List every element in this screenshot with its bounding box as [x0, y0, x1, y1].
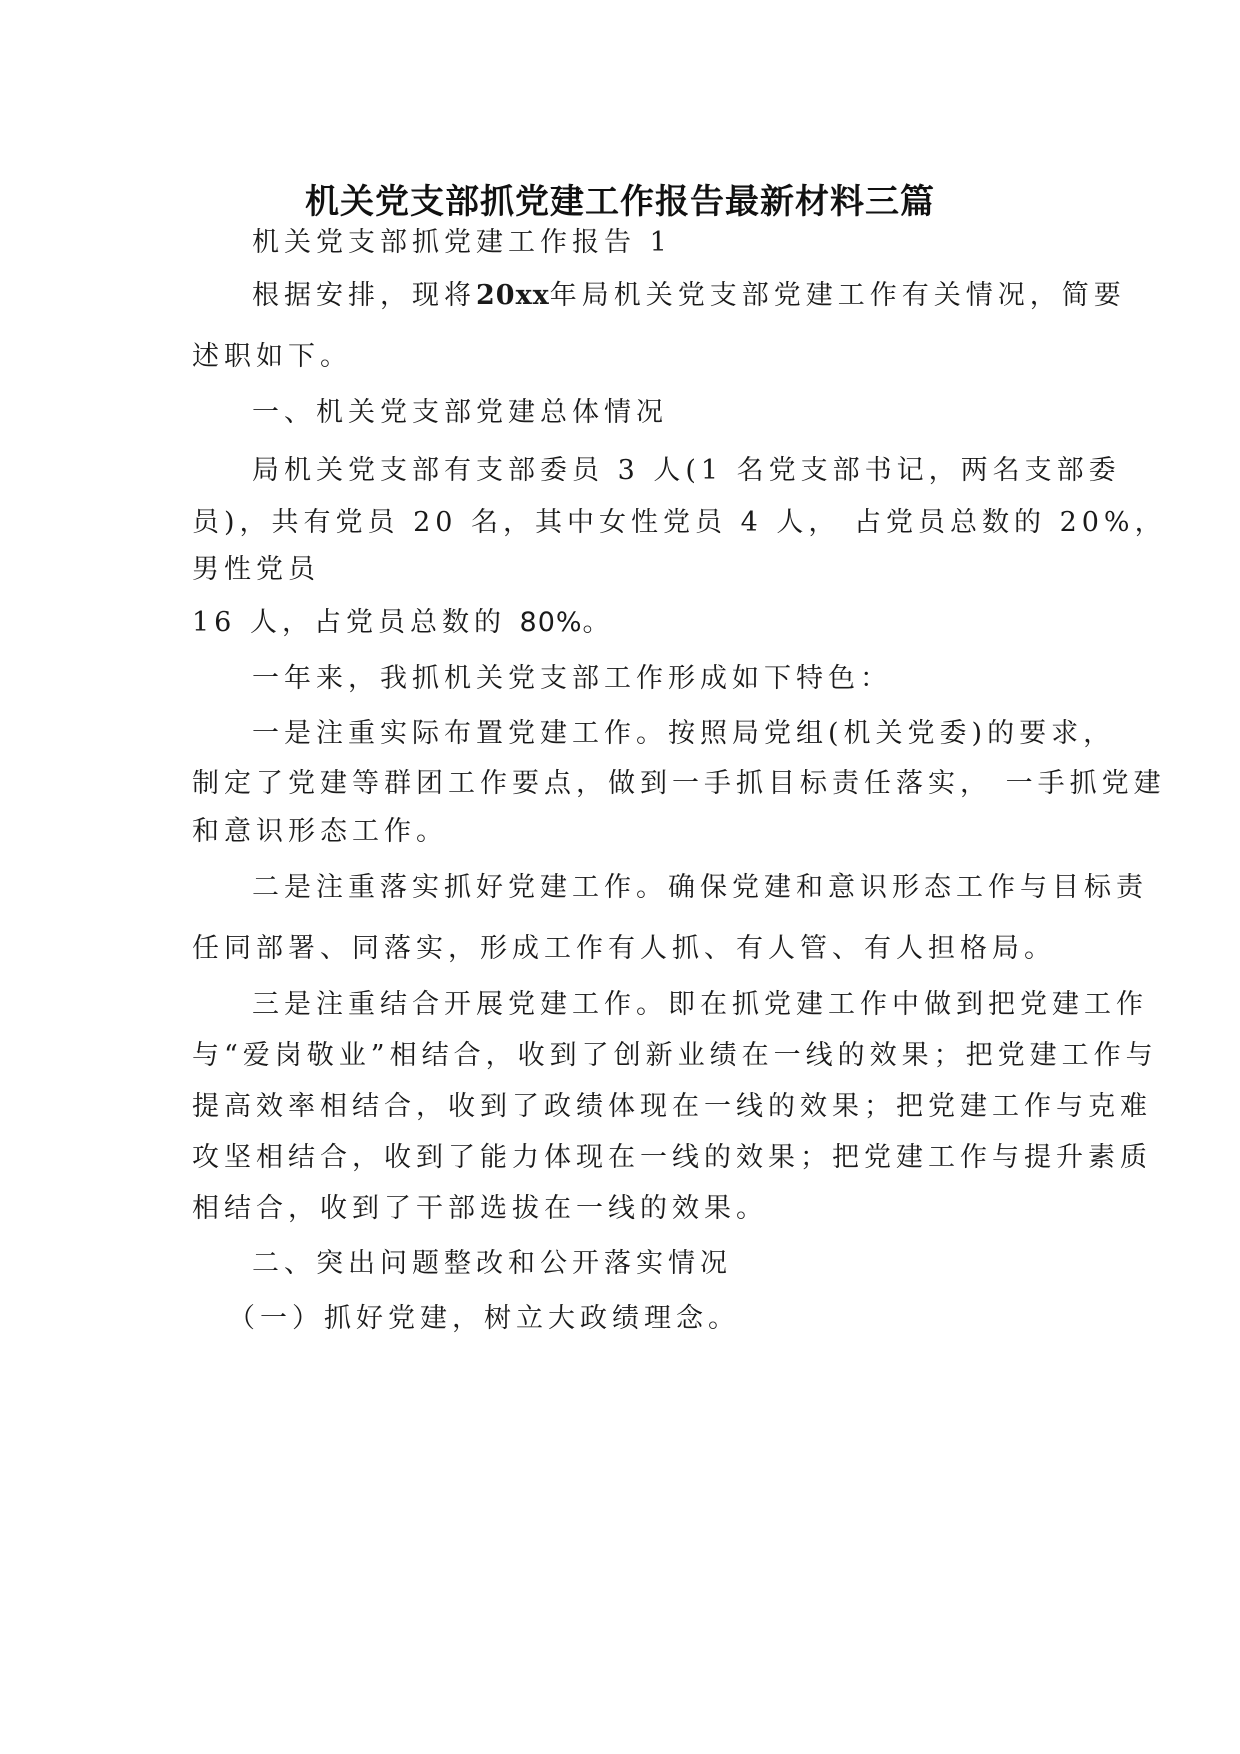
feature-1-line-1: 一是注重实际布置党建工作。按照局党组(机关党委)的要求，: [252, 718, 1116, 749]
section-1-line-2: 员)，共有党员 20 名，其中女性党员 4 人， 占党员总数的 20%，: [192, 507, 1167, 538]
section-1-line-4: [192, 603, 615, 643]
intro-text-before: 根据安排，现将: [252, 280, 476, 311]
report-subheading: 机关党支部抓党建工作报告 1: [252, 227, 672, 258]
section-2-subheading-1: （一）抓好党建，树立大政绩理念。: [228, 1303, 740, 1334]
feature-1-line-2: 制定了党建等群团工作要点，做到一手抓目标责任落实， 一手抓党建: [192, 768, 1166, 799]
features-intro: 一年来，我抓机关党支部工作形成如下特色：: [252, 663, 892, 694]
intro-line-2: 述职如下。: [192, 341, 352, 372]
intro-year: 20xx: [476, 280, 550, 311]
feature-3-line-2: 与“爱岗敬业”相结合，收到了创新业绩在一线的效果；把党建工作与: [192, 1040, 1158, 1071]
feature-2-line-1: 二是注重落实抓好党建工作。确保党建和意识形态工作与目标责: [252, 872, 1148, 903]
feature-3-line-1: 三是注重结合开展党建工作。即在抓党建工作中做到把党建工作: [252, 989, 1148, 1020]
intro-text-after: 年局机关党支部党建工作有关情况，简要: [549, 280, 1126, 311]
document-title: 机关党支部抓党建工作报告最新材料三篇: [305, 182, 935, 222]
feature-2-line-2: 任同部署、同落实，形成工作有人抓、有人管、有人担格局。: [192, 933, 1056, 964]
feature-3-line-3: 提高效率相结合，收到了政绩体现在一线的效果；把党建工作与克难: [192, 1091, 1152, 1122]
section-1-heading: 一、机关党支部党建总体情况: [252, 397, 668, 428]
section-2-heading: 二、突出问题整改和公开落实情况: [252, 1248, 732, 1279]
feature-3-line-5: 相结合，收到了干部选拔在一线的效果。: [192, 1193, 768, 1224]
section-1-line-3: 男性党员: [192, 554, 320, 585]
section-1-line-4-before: 16 人，占党员总数的: [192, 607, 520, 638]
feature-3-line-4: 攻坚相结合，收到了能力体现在一线的效果；把党建工作与提升素质: [192, 1142, 1152, 1173]
section-1-line-1: 局机关党支部有支部委员 3 人(1 名党支部书记，两名支部委: [252, 455, 1121, 486]
feature-1-line-3: 和意识形态工作。: [192, 816, 448, 847]
section-1-line-4-after: 。: [582, 607, 615, 638]
male-percent: 80%: [519, 607, 583, 638]
intro-line-1: [252, 276, 1126, 316]
